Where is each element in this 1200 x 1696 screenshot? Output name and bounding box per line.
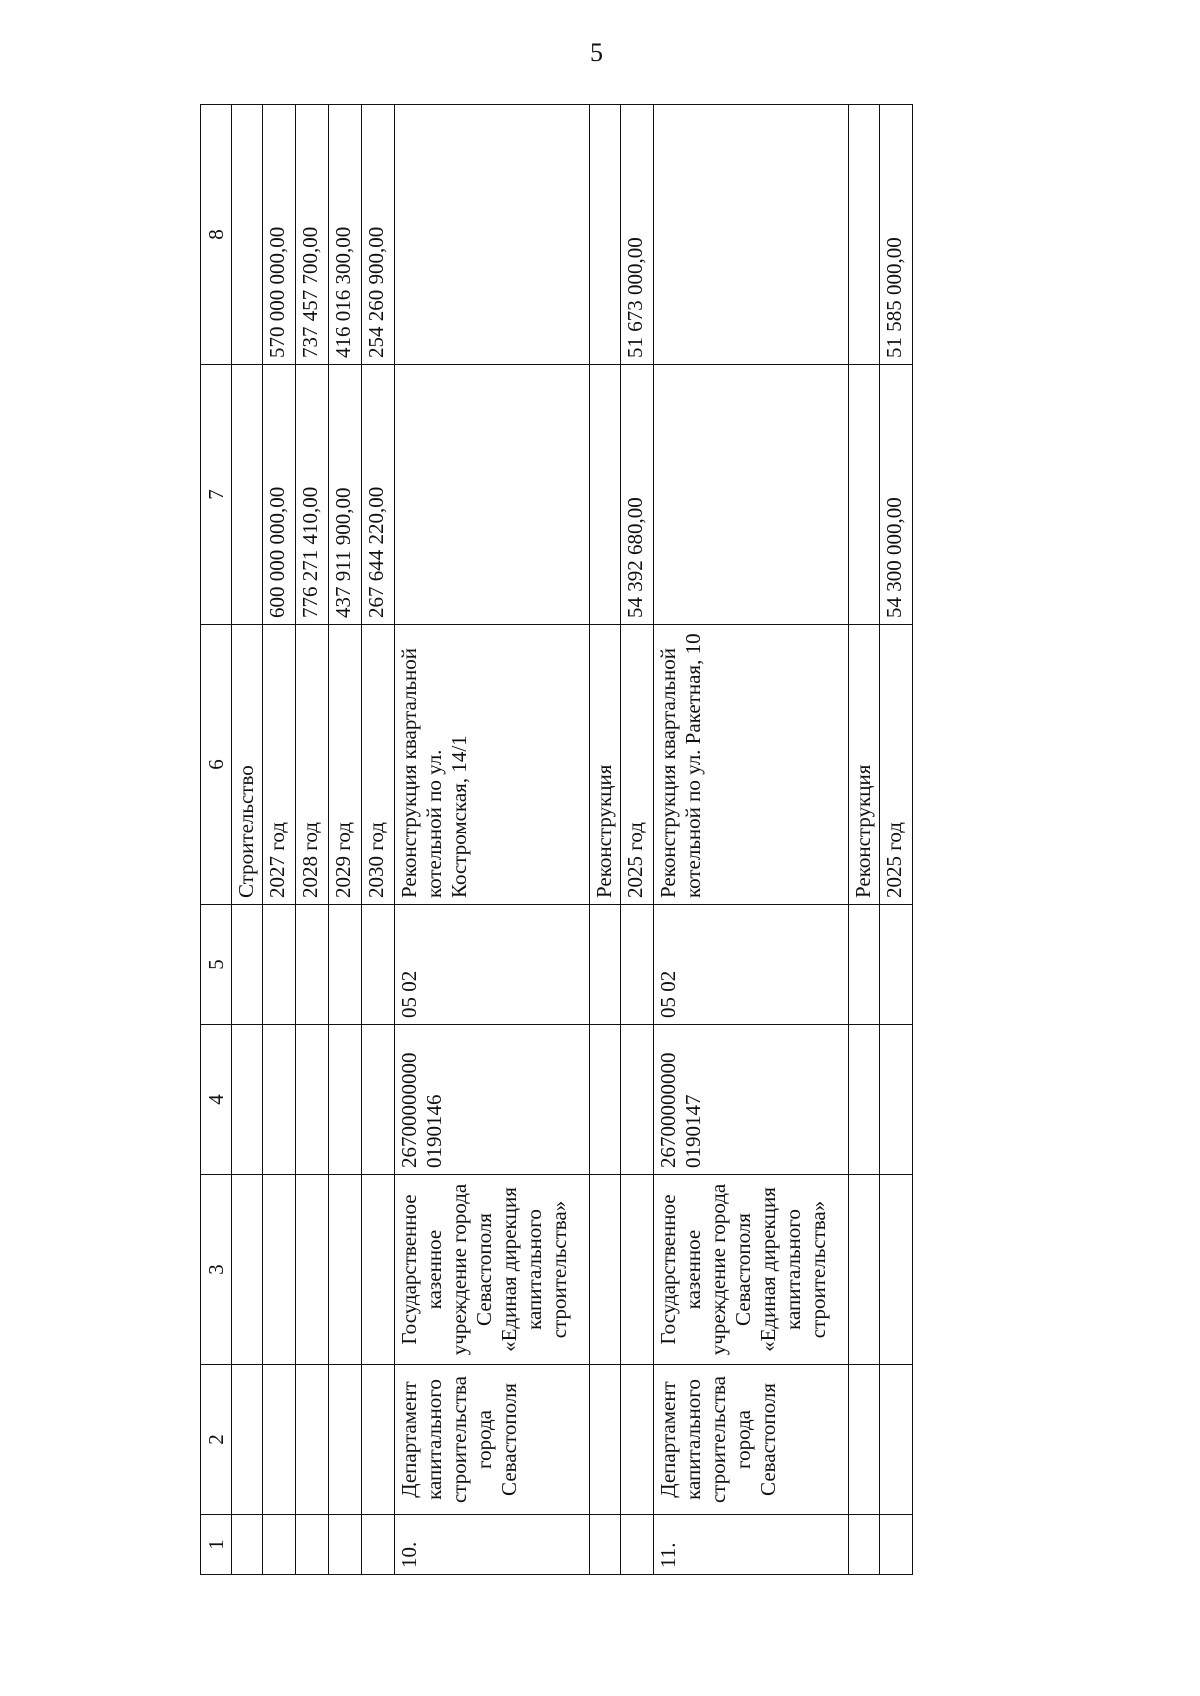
row-number: 11.: [654, 1515, 849, 1575]
amount-cell: 51 585 000,00: [880, 105, 913, 365]
section-code-cell: 05 02: [395, 905, 590, 1025]
budget-code-line: 0190147: [681, 1094, 705, 1168]
year-cell: 2025 год: [880, 625, 913, 905]
amount-cell: 776 271 410,00: [296, 365, 329, 625]
column-header: 3: [201, 1175, 232, 1365]
amount-cell: 416 016 300,00: [329, 105, 362, 365]
year-cell: 2027 год: [263, 625, 296, 905]
budget-code-line: 26700000000: [656, 1052, 680, 1168]
table-row: [362, 105, 395, 1575]
amount-cell: 254 260 900,00: [362, 105, 395, 365]
table-row: [263, 105, 296, 1575]
amount-cell: 570 000 000,00: [263, 105, 296, 365]
institution-cell: Государственное казенное учреждение города Севастополя «Единая дирекция капитального строительства»: [654, 1175, 849, 1365]
column-number-header: [201, 105, 232, 1575]
column-header: 8: [201, 105, 232, 365]
page-number: 5: [590, 38, 603, 67]
year-cell: 2028 год: [296, 625, 329, 905]
table-row: [296, 105, 329, 1575]
section-code-cell: 05 02: [654, 905, 849, 1025]
department-cell: Департамент капитального строительства города Севастополя: [654, 1365, 849, 1515]
amount-cell: 267 644 220,00: [362, 365, 395, 625]
amount-cell: 54 300 000,00: [880, 365, 913, 625]
table-row: [232, 105, 263, 1575]
year-cell: 2025 год: [621, 625, 654, 905]
rotated-table-container: [200, 105, 990, 1575]
work-type-cell: Реконструкция: [849, 625, 880, 905]
amount-cell: 737 457 700,00: [296, 105, 329, 365]
work-type-cell: Строительство: [232, 625, 263, 905]
table-row: [590, 105, 621, 1575]
amount-cell: 51 673 000,00: [621, 105, 654, 365]
table-row: [329, 105, 362, 1575]
year-cell: 2030 год: [362, 625, 395, 905]
column-header: 4: [201, 1025, 232, 1175]
column-header: 5: [201, 905, 232, 1025]
object-cell: Реконструкция квартальной котельной по ул. Костромская, 14/1: [395, 625, 590, 905]
year-cell: 2029 год: [329, 625, 362, 905]
budget-code-cell: [654, 1025, 849, 1175]
department-cell: Департамент капитального строительства города Севастополя: [395, 1365, 590, 1515]
table-row: [849, 105, 880, 1575]
budget-code-line: 26700000000: [397, 1052, 421, 1168]
column-header: 1: [201, 1515, 232, 1575]
budget-code-line: 0190146: [422, 1094, 446, 1168]
table-row: [395, 105, 590, 1575]
amount-cell: 437 911 900,00: [329, 365, 362, 625]
budget-code-cell: [395, 1025, 590, 1175]
column-header: 7: [201, 365, 232, 625]
table-row: [621, 105, 654, 1575]
work-type-cell: Реконструкция: [590, 625, 621, 905]
table-row: [654, 105, 849, 1575]
amount-cell: 54 392 680,00: [621, 365, 654, 625]
amount-cell: 600 000 000,00: [263, 365, 296, 625]
column-header: 6: [201, 625, 232, 905]
object-cell: Реконструкция квартальной котельной по ул. Ракетная, 10: [654, 625, 849, 905]
institution-cell: Государственное казенное учреждение города Севастополя «Единая дирекция капитального строительства»: [395, 1175, 590, 1365]
column-header: 2: [201, 1365, 232, 1515]
row-number: 10.: [395, 1515, 590, 1575]
table-row: [880, 105, 913, 1575]
budget-table: [200, 104, 913, 1575]
